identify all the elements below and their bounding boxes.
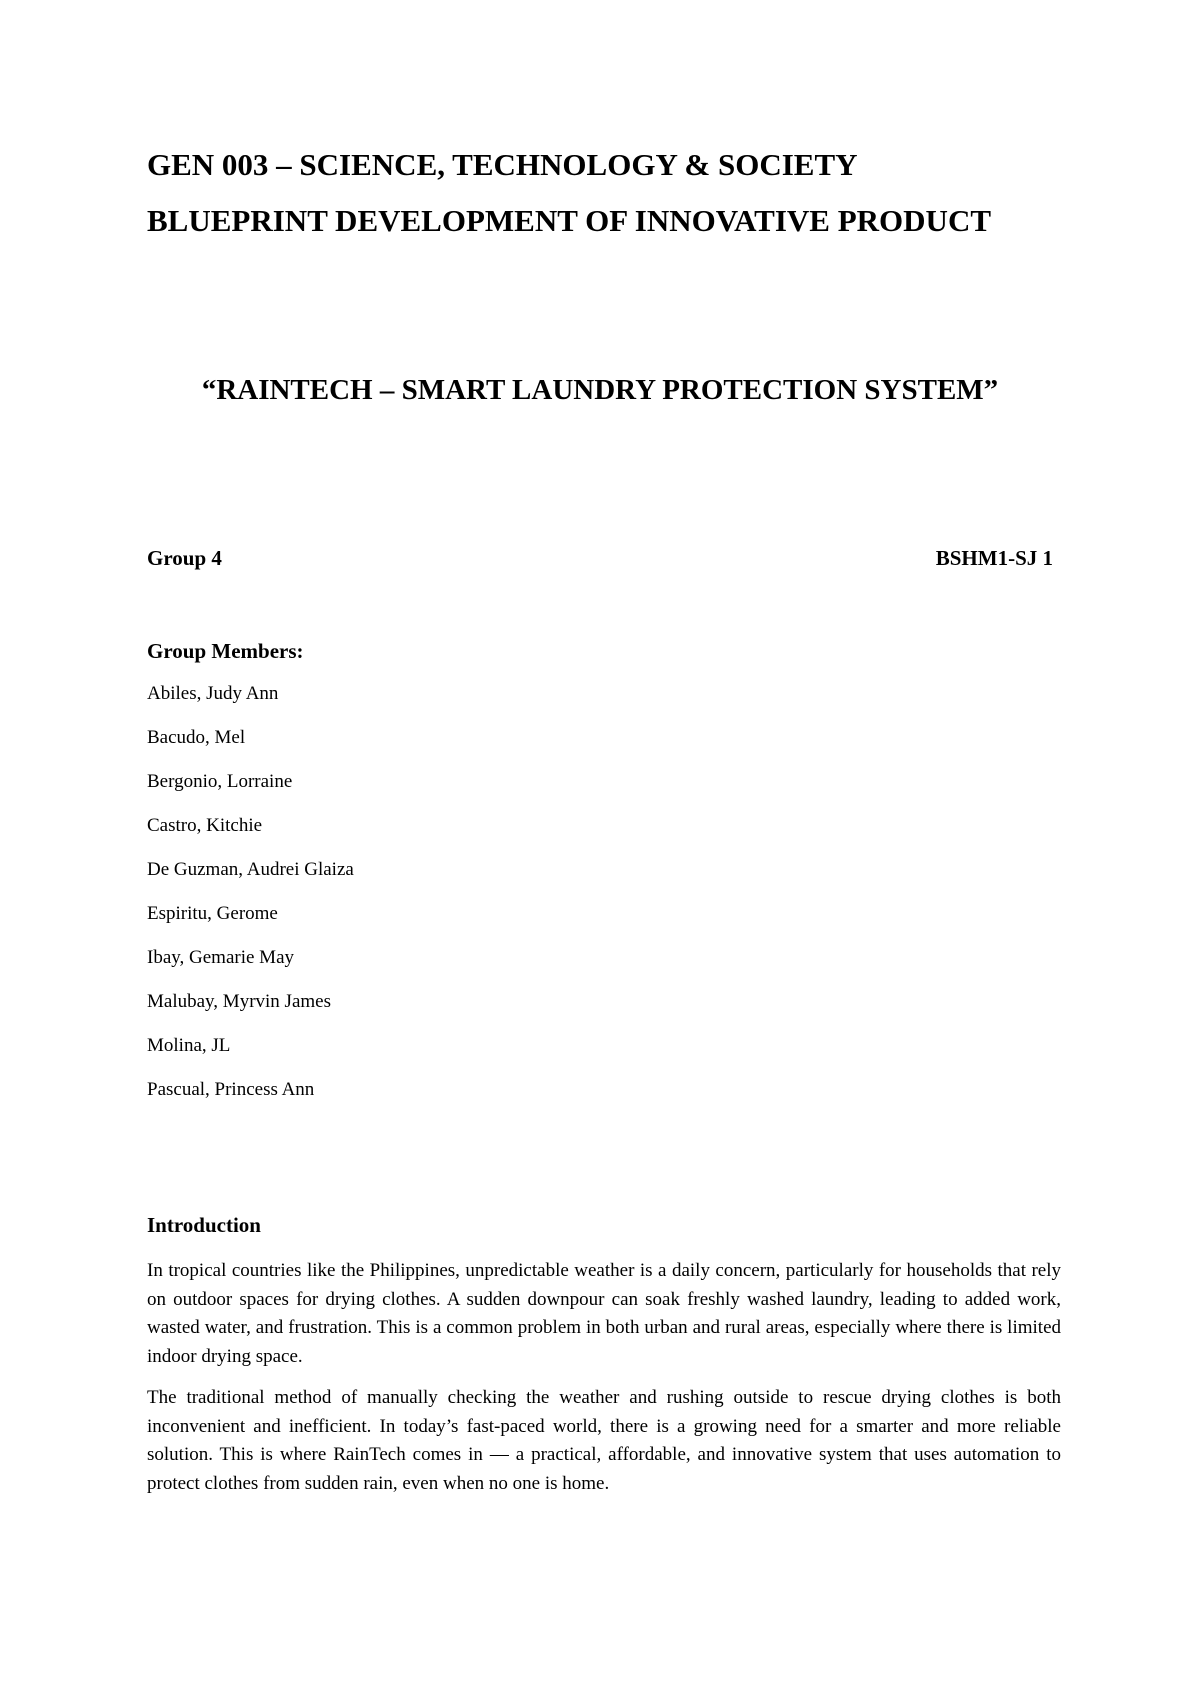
section-label: BSHM1-SJ 1 — [935, 546, 1053, 570]
introduction-paragraph-1: In tropical countries like the Philippines, unpredictable weather is a daily concern, particularly for households that rely on outdoor spaces for drying clothes. A sudden downpour can soak freshly washed laundry, leading to added work, wasted water, and frustration. This is a common problem in both urban and rural areas, especially where there is limited indoor drying space. — [147, 1260, 1061, 1367]
member-name: Pascual, Princess Ann — [147, 1079, 315, 1100]
course-title: GEN 003 – SCIENCE, TECHNOLOGY & SOCIETY — [147, 147, 858, 182]
member-name: Castro, Kitchie — [147, 815, 263, 836]
introduction-heading: Introduction — [147, 1213, 261, 1237]
members-list — [147, 682, 354, 1122]
member-name: Espiritu, Gerome — [147, 903, 278, 924]
introduction-paragraph-2: The traditional method of manually checking the weather and rushing outside to rescue drying clothes is both inconvenient and inefficient. In today’s fast-paced world, there is a growing need for a smarter and more reliable solution. This is where RainTech comes in — a practical, affordable, and innovative system that uses automation to protect clothes from sudden rain, even when no one is home. — [147, 1387, 1061, 1494]
assignment-title: BLUEPRINT DEVELOPMENT OF INNOVATIVE PRODUCT — [147, 203, 992, 238]
member-name: Bergonio, Lorraine — [147, 771, 293, 792]
member-name: Abiles, Judy Ann — [147, 683, 279, 704]
group-label: Group 4 — [147, 546, 222, 570]
product-title: “RAINTECH – SMART LAUNDRY PROTECTION SYSTEM” — [201, 374, 999, 406]
member-name: Malubay, Myrvin James — [147, 991, 331, 1012]
member-name: De Guzman, Audrei Glaiza — [147, 859, 354, 880]
member-name: Ibay, Gemarie May — [147, 947, 295, 968]
members-heading: Group Members: — [147, 639, 304, 663]
member-name: Bacudo, Mel — [147, 727, 246, 748]
member-name: Molina, JL — [147, 1035, 231, 1056]
